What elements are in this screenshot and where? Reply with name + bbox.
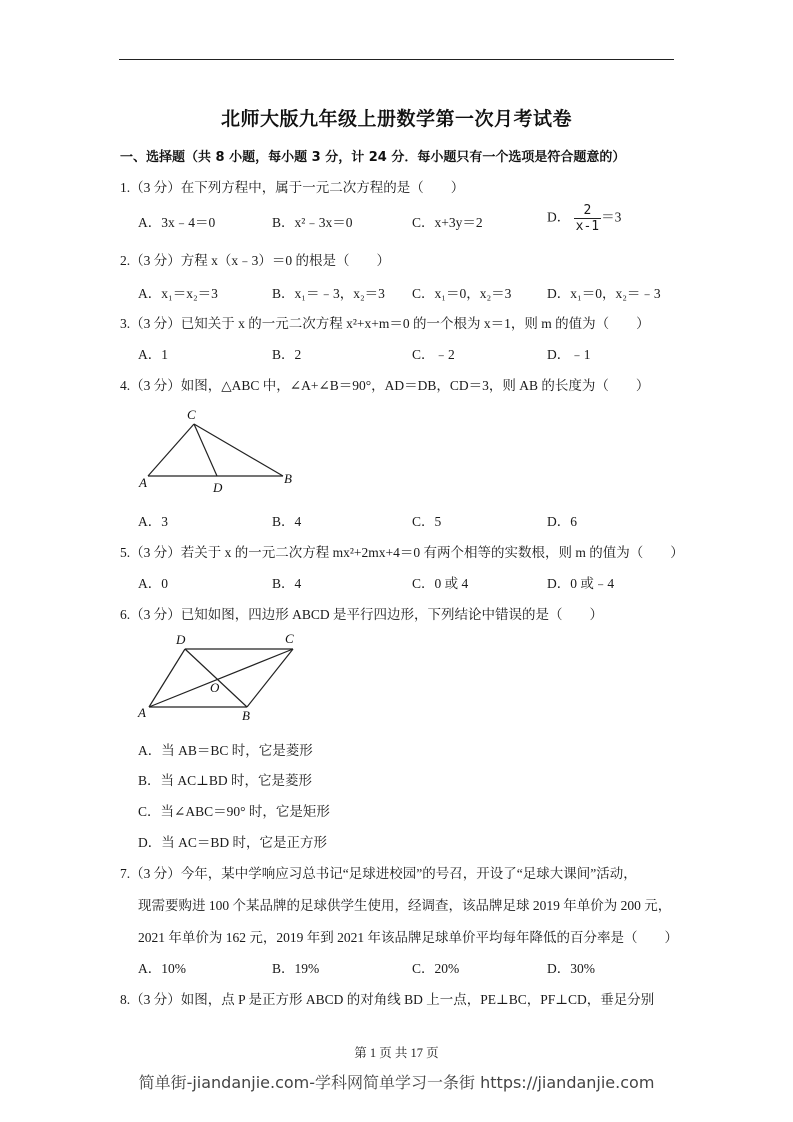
parallelogram-abcd-figure xyxy=(135,628,305,724)
q1-option-d-label: D． xyxy=(547,209,571,225)
q7-option-b[interactable]: B．19% xyxy=(272,961,320,976)
q5-option-c[interactable]: C．0 或 4 xyxy=(412,576,469,591)
question-3-options xyxy=(138,343,698,361)
q7-option-a[interactable]: A．10% xyxy=(138,961,186,976)
q3-option-b[interactable]: B．2 xyxy=(272,347,302,362)
label-d: D xyxy=(176,632,186,647)
q7-option-c[interactable]: C．20% xyxy=(412,961,460,976)
question-3-stem: 3.（3 分）已知关于 x 的一元二次方程 x²+x+m＝0 的一个根为 x＝1，则 m 的值为（ ） xyxy=(120,316,650,331)
question-7-options xyxy=(138,957,698,975)
fraction-denominator: x-1 xyxy=(575,219,600,234)
q4-option-a[interactable]: A．3 xyxy=(138,514,168,529)
q6-option-a[interactable]: A．当 AB＝BC 时，它是菱形 xyxy=(138,743,313,758)
watermark: 简单街-jiandanjie.com-学科网简单学习一条街 https://jiandanjie.com xyxy=(138,1073,655,1092)
q2-option-c[interactable]: C．x₁＝0，x₂＝3 xyxy=(412,286,512,301)
q6-option-d[interactable]: D．当 AC＝BD 时，它是正方形 xyxy=(138,835,328,850)
q3-option-d[interactable]: D．﹣1 xyxy=(547,347,591,362)
question-8-stem: 8.（3 分）如图，点 P 是正方形 ABCD 的对角线 BD 上一点，PE⊥BC，PF⊥CD，垂足分别 xyxy=(120,992,655,1007)
label-b: B xyxy=(242,708,250,723)
fraction xyxy=(574,203,601,234)
q4-option-b[interactable]: B．4 xyxy=(272,514,302,529)
question-4-stem: 4.（3 分）如图，△ABC 中，∠A+∠B＝90°，AD＝DB，CD＝3，则 AB 的长度为（ ） xyxy=(120,378,650,393)
q1-option-c[interactable]: C．x+3y＝2 xyxy=(412,215,483,230)
label-c: C xyxy=(187,407,196,422)
q7-option-d[interactable]: D．30% xyxy=(547,961,595,976)
question-7-stem-line-3: 2021 年单价为 162 元，2019 年到 2021 年该品牌足球单价平均每年降低的百分率是（ ） xyxy=(138,930,678,945)
question-5-stem: 5.（3 分）若关于 x 的一元二次方程 mx²+2mx+4＝0 有两个相等的实数根，则 m 的值为（ ） xyxy=(120,545,684,560)
question-2-options xyxy=(138,282,698,300)
section-heading: 一、选择题（共 8 小题，每小题 3 分，计 24 分．每小题只有一个选项是符合题意的） xyxy=(120,150,626,165)
q1-option-a[interactable]: A．3x﹣4＝0 xyxy=(138,215,216,230)
q1-option-d[interactable] xyxy=(547,203,621,234)
q3-option-c[interactable]: C．﹣2 xyxy=(412,347,455,362)
q1-option-b[interactable]: B．x²﹣3x＝0 xyxy=(272,215,353,230)
q4-option-d[interactable]: D．6 xyxy=(547,514,577,529)
header-rule xyxy=(119,59,674,60)
label-c: C xyxy=(285,631,294,646)
q2-option-d[interactable]: D．x₁＝0，x₂＝﹣3 xyxy=(547,286,661,301)
question-7-stem-line-1: 7.（3 分）今年，某中学响应习总书记“足球进校园”的号召，开设了“足球大课间”活动， xyxy=(120,866,637,881)
q2-option-b[interactable]: B．x₁＝﹣3，x₂＝3 xyxy=(272,286,385,301)
q4-option-c[interactable]: C．5 xyxy=(412,514,442,529)
question-1-options xyxy=(138,203,698,234)
q5-option-a[interactable]: A．0 xyxy=(138,576,168,591)
fraction-numerator: 2 xyxy=(574,203,601,219)
q3-option-a[interactable]: A．1 xyxy=(138,347,168,362)
label-o: O xyxy=(210,680,220,695)
fraction-rhs: ＝3 xyxy=(601,209,622,225)
q2-option-a[interactable]: A．x₁＝x₂＝3 xyxy=(138,286,218,301)
q5-option-d[interactable]: D．0 或﹣4 xyxy=(547,576,615,591)
q6-option-b[interactable]: B．当 AC⊥BD 时，它是菱形 xyxy=(138,773,312,788)
question-6-stem: 6.（3 分）已知如图，四边形 ABCD 是平行四边形，下列结论中错误的是（ ） xyxy=(120,607,604,622)
question-7-stem-line-2: 现需要购进 100 个某品牌的足球供学生使用，经调查，该品牌足球 2019 年单价为 200 元， xyxy=(138,898,672,913)
label-a: A xyxy=(138,705,146,720)
question-2-stem: 2.（3 分）方程 x（x﹣3）＝0 的根是（ ） xyxy=(120,253,390,268)
page-number: 第 1 页 共 17 页 xyxy=(354,1046,439,1060)
question-4-options xyxy=(138,510,698,528)
question-1-stem: 1.（3 分）在下列方程中，属于一元二次方程的是（ ） xyxy=(120,180,465,195)
page-title: 北师大版九年级上册数学第一次月考试卷 xyxy=(220,108,572,130)
triangle-abc-figure xyxy=(135,403,305,495)
q6-option-c[interactable]: C．当∠ABC＝90° 时，它是矩形 xyxy=(138,804,330,819)
label-b: B xyxy=(284,471,292,486)
q5-option-b[interactable]: B．4 xyxy=(272,576,302,591)
label-a: A xyxy=(139,475,147,490)
question-5-options xyxy=(138,572,698,590)
label-d: D xyxy=(213,480,223,495)
